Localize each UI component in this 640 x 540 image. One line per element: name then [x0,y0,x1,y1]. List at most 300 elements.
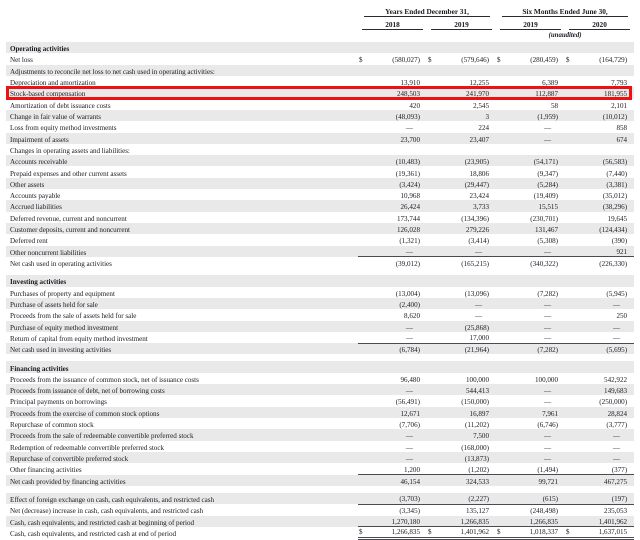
value-cell: — [574,321,634,332]
value-cell: — [543,398,552,407]
header-spacer-2 [6,17,358,30]
currency-symbol-cell [427,373,436,384]
currency-symbol-cell [427,178,436,189]
currency-symbol-cell [565,76,574,87]
header-year-2019-interim [496,17,565,30]
currency-symbol-cell [496,395,505,406]
currency-symbol-cell [358,87,367,98]
value-cell: 23,407 [436,133,496,144]
currency-symbol-cell [496,246,505,257]
currency-symbol-cell [358,246,367,257]
value-cell: 1,266,835 [436,516,496,527]
table-row [6,463,634,474]
currency-symbol-cell [358,155,367,166]
currency-symbol-cell [496,133,505,144]
value-cell: (10,483) [367,155,427,166]
currency-symbol-cell [565,234,574,245]
value-cell: (7,282) [537,289,559,298]
currency-symbol-cell [496,234,505,245]
value-cell: (35,012) [602,192,628,201]
currency-symbol-cell [565,99,574,110]
currency-symbol-cell [565,309,574,320]
value-cell: (250,000) [599,398,628,407]
value-cell: (5,945) [606,289,628,298]
section-spacer [6,354,634,361]
currency-symbol-cell [427,429,436,440]
currency-symbol-cell [496,121,505,132]
table-row [6,223,634,234]
value-cell: 28,824 [574,407,634,418]
value-cell: 26,424 [367,200,427,211]
row-label: Other financing activities [10,466,82,475]
currency-symbol-cell [565,504,574,515]
currency-symbol-cell [565,516,574,527]
value-cell: (579,646) [461,56,490,65]
value-cell: 96,480 [400,375,420,384]
value-cell: 10,968 [400,192,420,201]
value-cell: (3,777) [606,421,628,430]
currency-symbol-cell [358,298,367,309]
row-label: Proceeds from the exercise of common stock options [6,407,358,418]
header-year-2018-label: 2018 [362,21,423,30]
header-year-2020-interim [565,17,634,30]
currency-symbol-cell [496,429,505,440]
value-cell: — [505,384,565,395]
value-cell: 112,887 [505,87,565,98]
row-label: Cash, cash equivalents, and restricted cash at end of period [10,529,177,538]
value-cell: (248,498) [505,504,565,515]
row-label: Deferred revenue, current and noncurrent [10,214,127,223]
currency-symbol-cell [427,452,436,463]
header-year-2020-interim-label: 2020 [569,21,630,30]
table-row [6,200,634,211]
unaudited-label: (unaudited) [548,31,582,39]
row-label: Effect of foreign exchange on cash, cash equivalents, and restricted cash [6,493,358,504]
currency-symbol-cell [427,234,436,245]
table-row [6,298,634,309]
row-label: Repurchase of convertible preferred stock [6,452,358,463]
value-cell: 135,127 [436,504,496,515]
currency-symbol-cell [358,418,367,429]
row-label: Repurchase of common stock [10,421,94,430]
table-row [6,65,634,76]
table-row [6,76,634,87]
currency-symbol-cell [496,407,505,418]
row-label: Net cash used in investing activities [6,343,358,354]
row-label: Purchase of assets held for sale [6,298,358,309]
value-cell: 324,533 [436,475,496,486]
value-cell: 8,620 [404,312,420,321]
currency-symbol-cell [496,200,505,211]
table-body [6,42,634,538]
currency-symbol-cell [496,65,505,76]
currency-symbol-cell [496,287,505,298]
table-header [6,0,634,42]
currency-symbol-cell [565,65,574,76]
value-cell: — [367,246,427,257]
currency-symbol-cell: $ [565,527,574,538]
table-row [6,234,634,245]
value-cell: — [543,312,552,321]
value-cell: 542,922 [604,375,628,384]
value-cell: (197) [574,493,634,504]
value-cell: 58 [550,101,559,110]
value-cell: (54,171) [505,155,565,166]
currency-symbol-cell [427,155,436,166]
currency-symbol-cell [358,493,367,504]
currency-symbol-cell [427,321,436,332]
table-row [6,246,634,257]
table-row [6,287,634,298]
value-cell: 235,053 [574,504,634,515]
value-cell: 1,018,337 [505,527,565,538]
table-row [6,53,634,64]
currency-symbol-cell [496,189,505,200]
value-cell: — [612,443,621,452]
section-title: Financing activities [6,361,634,372]
value-cell: (280,459) [530,56,559,65]
row-label: Purchases of property and equipment [10,289,115,298]
value-cell [505,144,565,155]
currency-symbol-cell [565,87,574,98]
value-cell: (56,491) [395,398,420,407]
currency-symbol-cell [358,309,367,320]
currency-symbol-cell [427,144,436,155]
currency-symbol-cell [496,110,505,121]
currency-symbol-cell [565,166,574,177]
row-label: Proceeds from issuance of debt, net of borrowing costs [6,384,358,395]
value-cell: (56,583) [574,155,634,166]
header-year-2019-annual-label: 2019 [431,21,492,30]
currency-symbol-cell [496,343,505,354]
value-cell: (13,096) [464,289,490,298]
value-cell: — [505,298,565,309]
value-cell: (615) [505,493,565,504]
currency-symbol-cell [496,76,505,87]
header-unaudited-note [496,30,634,42]
currency-symbol-cell [358,332,367,343]
currency-symbol-cell [496,441,505,452]
value-cell: (13,004) [395,289,420,298]
currency-symbol-cell [565,287,574,298]
value-cell: (1,321) [399,237,420,246]
header-year-row [6,17,634,30]
value-cell: 858 [616,124,628,133]
value-cell: (340,322) [505,257,565,268]
value-cell: 149,683 [574,384,634,395]
currency-symbol-cell [358,384,367,395]
currency-symbol-cell [427,99,436,110]
value-cell: 544,413 [436,384,496,395]
currency-symbol-cell [496,223,505,234]
currency-symbol-cell [427,257,436,268]
value-cell: 1,270,180 [367,516,427,527]
value-cell: 12,671 [367,407,427,418]
value-cell: — [574,452,634,463]
currency-symbol-cell [427,287,436,298]
value-cell: 224 [478,124,490,133]
table-row [6,475,634,486]
table-row [6,309,634,320]
currency-symbol-cell [358,516,367,527]
currency-symbol-cell [427,65,436,76]
value-cell: (1,959) [505,110,565,121]
value-cell: — [543,443,552,452]
currency-symbol-cell [565,144,574,155]
currency-symbol-cell [427,110,436,121]
row-label: Customer deposits, current and noncurrent [6,223,358,234]
value-cell: 17,000 [469,334,490,343]
currency-symbol-cell [565,418,574,429]
currency-symbol-cell [358,407,367,418]
currency-symbol-cell [427,166,436,177]
currency-symbol-cell [496,516,505,527]
value-cell: (377) [611,465,628,474]
currency-symbol-cell [565,475,574,486]
value-cell: 16,897 [436,407,496,418]
row-label: Deferred rent [10,237,48,246]
row-label: Net (decrease) increase in cash, cash equivalents, and restricted cash [10,507,203,516]
table-row [6,321,634,332]
currency-symbol-cell [565,133,574,144]
value-cell: (230,701) [530,214,559,223]
row-label: Accrued liabilities [6,200,358,211]
currency-symbol-cell [427,493,436,504]
header-group-interim-label: Six Months Ended June 30, [502,8,628,17]
table-row [6,332,634,343]
currency-symbol-cell [565,429,574,440]
currency-symbol-cell [358,429,367,440]
header-group-row [6,0,634,17]
value-cell: 2,101 [611,101,628,110]
value-cell: 23,424 [469,192,490,201]
section-heading-row [6,275,634,286]
value-cell: 248,503 [367,87,427,98]
row-label: Proceeds from the sale of redeemable convertible preferred stock [6,429,358,440]
value-cell: — [367,429,427,440]
currency-symbol-cell [427,298,436,309]
value-cell: 1,401,962 [436,527,496,538]
currency-symbol-cell [358,234,367,245]
currency-symbol-cell [496,298,505,309]
currency-symbol-cell [358,441,367,452]
currency-symbol-cell [565,212,574,223]
currency-symbol-cell [358,343,367,354]
spacer-row [6,486,634,493]
table-row [6,418,634,429]
section-title: Operating activities [6,42,634,53]
table-row [6,178,634,189]
currency-symbol-cell [565,321,574,332]
header-note-row [6,30,634,42]
value-cell: — [505,429,565,440]
value-cell [574,144,634,155]
currency-symbol-cell [427,463,436,474]
value-cell: (2,227) [436,493,496,504]
value-cell: (150,000) [461,398,490,407]
value-cell: 23,700 [367,133,427,144]
currency-symbol-cell [427,504,436,515]
currency-symbol-cell [496,178,505,189]
currency-symbol-cell [565,200,574,211]
value-cell: — [505,321,565,332]
value-cell: 13,910 [400,79,420,88]
value-cell: — [367,321,427,332]
value-cell: 126,028 [367,223,427,234]
table-row [6,516,634,527]
currency-symbol-cell [427,200,436,211]
value-cell: (48,093) [367,110,427,121]
value-cell: — [436,298,496,309]
value-cell: — [505,452,565,463]
currency-symbol-cell [565,493,574,504]
currency-symbol-cell: $ [359,56,363,65]
value-cell: — [505,133,565,144]
currency-symbol-cell [358,110,367,121]
currency-symbol-cell [565,373,574,384]
currency-symbol-cell [358,178,367,189]
currency-symbol-cell [496,332,505,343]
currency-symbol-cell [565,407,574,418]
value-cell: — [405,124,413,133]
currency-symbol-cell [565,178,574,189]
row-label: Net cash provided by financing activities [6,475,358,486]
value-cell: 279,226 [436,223,496,234]
currency-symbol-cell [358,257,367,268]
currency-symbol-cell [496,452,505,463]
currency-symbol-cell [427,87,436,98]
header-group-annual-label: Years Ended December 31, [364,8,490,17]
currency-symbol-cell [496,373,505,384]
currency-symbol-cell [358,133,367,144]
currency-symbol-cell [358,166,367,177]
value-cell: (5,695) [574,343,634,354]
currency-symbol-cell [565,332,574,343]
value-cell: (5,284) [505,178,565,189]
table-row [6,384,634,395]
value-cell: (580,027) [392,56,420,65]
currency-symbol-cell [427,441,436,452]
value-cell: (124,434) [574,223,634,234]
currency-symbol-cell [427,246,436,257]
value-cell: (6,746) [537,421,559,430]
currency-symbol-cell [358,373,367,384]
currency-symbol-cell [358,287,367,298]
currency-symbol-cell [565,298,574,309]
row-label: Principal payments on borrowings [10,398,107,407]
row-label: Change in fair value of warrants [6,110,358,121]
section-spacer [6,486,634,493]
table-row [6,429,634,440]
value-cell: (23,905) [436,155,496,166]
value-cell: (19,361) [395,169,420,178]
value-cell [574,65,634,76]
row-label: Proceeds from the sale of assets held for sale [10,312,137,321]
value-cell: — [543,124,552,133]
value-cell: 2,545 [473,101,490,110]
currency-symbol-cell [565,395,574,406]
value-cell: (21,964) [436,343,496,354]
value-cell: — [405,334,413,343]
row-label: Impairment of assets [6,133,358,144]
currency-symbol-cell [427,407,436,418]
value-cell: (10,012) [574,110,634,121]
header-year-2019-interim-label: 2019 [500,21,561,30]
value-cell: 19,645 [607,214,628,223]
value-cell: (39,012) [367,257,427,268]
currency-symbol-cell [427,133,436,144]
value-cell: 241,970 [436,87,496,98]
value-cell: 1,266,835 [505,516,565,527]
row-label: Adjustments to reconcile net loss to net cash used in operating activities: [6,65,358,76]
value-cell: — [612,334,621,343]
currency-symbol-cell [427,121,436,132]
currency-symbol-cell [358,452,367,463]
currency-symbol-cell [496,155,505,166]
row-label: Depreciation and amortization [10,79,96,88]
currency-symbol-cell [565,246,574,257]
value-cell: 1,401,962 [574,516,634,527]
currency-symbol-cell [496,166,505,177]
table-row [6,441,634,452]
currency-symbol-cell [565,384,574,395]
currency-symbol-cell [496,493,505,504]
row-label: Proceeds from the issuance of common stock, net of issuance costs [10,375,199,384]
value-cell: 7,500 [436,429,496,440]
value-cell: — [543,334,552,343]
value-cell: 99,721 [505,475,565,486]
value-cell: 250 [616,312,628,321]
value-cell: 1,266,835 [367,527,427,538]
value-cell: (3,345) [367,504,427,515]
currency-symbol-cell [427,212,436,223]
currency-symbol-cell [427,516,436,527]
currency-symbol-cell [565,452,574,463]
value-cell: — [436,246,496,257]
row-label: Stock-based compensation [6,87,358,98]
value-cell: (7,282) [505,343,565,354]
table-row [6,407,634,418]
value-cell: (6,784) [367,343,427,354]
currency-symbol-cell [358,504,367,515]
value-cell: (3,381) [574,178,634,189]
value-cell: — [574,298,634,309]
table-row [6,87,634,98]
value-cell: (3,703) [367,493,427,504]
value-cell: (25,868) [436,321,496,332]
row-label: Purchase of equity method investment [6,321,358,332]
currency-symbol-cell [496,504,505,515]
currency-symbol-cell [427,76,436,87]
currency-symbol-cell [358,121,367,132]
cash-flow-table [6,0,634,540]
currency-symbol-cell [358,321,367,332]
currency-symbol-cell: $ [496,527,505,538]
value-cell: 15,515 [505,200,565,211]
currency-symbol-cell [496,418,505,429]
value-cell: — [505,246,565,257]
section-title: Investing activities [6,275,634,286]
value-cell: 467,275 [574,475,634,486]
row-label: Other assets [6,178,358,189]
header-year-2018 [358,17,427,30]
table-row [6,373,634,384]
currency-symbol-cell [427,475,436,486]
currency-symbol-cell [565,121,574,132]
currency-symbol-cell [565,155,574,166]
currency-symbol-cell [496,257,505,268]
value-cell: 173,744 [396,214,420,223]
